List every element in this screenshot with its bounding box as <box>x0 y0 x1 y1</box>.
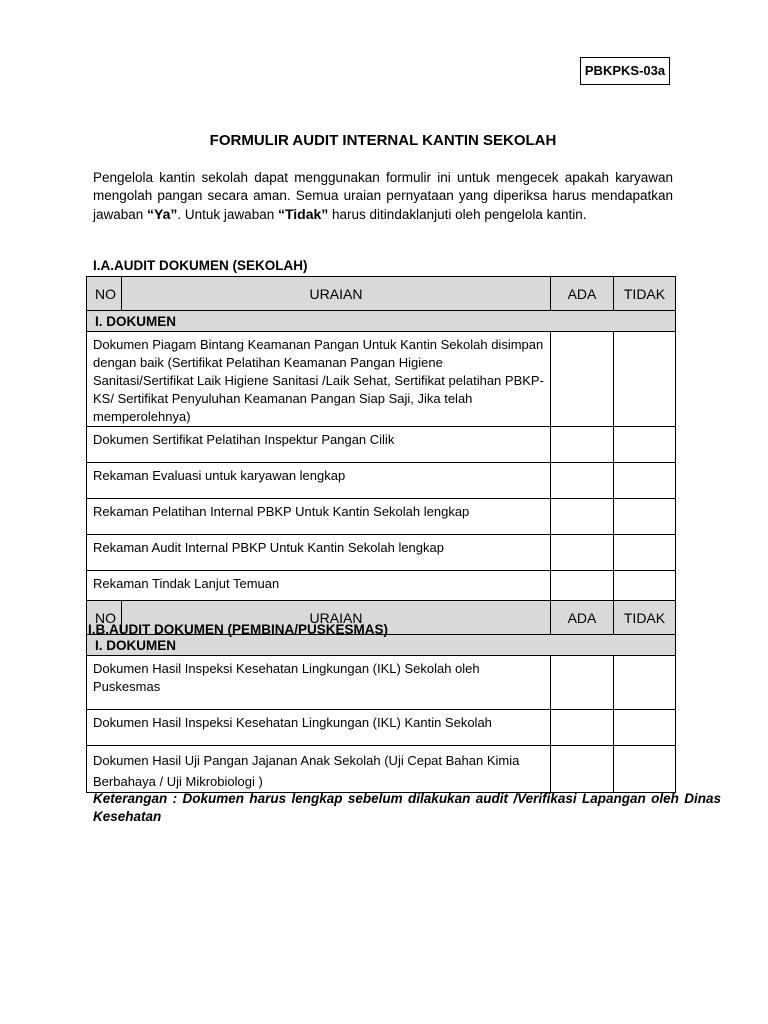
header-tidak: TIDAK <box>614 601 676 635</box>
table-header-row <box>87 277 676 311</box>
header-ada: ADA <box>551 277 614 311</box>
group-label: I. DOKUMEN <box>87 635 676 656</box>
intro-text-2: . Untuk jawaban <box>177 207 278 222</box>
page-title: FORMULIR AUDIT INTERNAL KANTIN SEKOLAH <box>209 132 557 149</box>
row-uraian: Dokumen Hasil Uji Pangan Jajanan Anak Sekolah (Uji Cepat Bahan Kimia Berbahaya / Uji Mikrobiologi ) <box>87 746 551 793</box>
header-uraian: URAIAN <box>122 601 551 635</box>
table-row <box>87 656 676 710</box>
form-code: PBKPKS-03a <box>584 63 666 78</box>
group-label: I. DOKUMEN <box>87 311 676 332</box>
intro-text-3: harus ditindaklanjuti oleh pengelola kantin. <box>328 207 587 222</box>
tidak-cell[interactable] <box>614 427 676 463</box>
table-row <box>87 746 676 793</box>
form-code-box <box>580 57 670 85</box>
group-row <box>87 635 676 656</box>
header-tidak: TIDAK <box>614 277 676 311</box>
tidak-cell[interactable] <box>614 332 676 427</box>
table-row <box>87 710 676 746</box>
section-a-heading: I.A.AUDIT DOKUMEN (SEKOLAH) <box>93 258 308 273</box>
ada-cell[interactable] <box>551 746 614 793</box>
ada-cell[interactable] <box>551 332 614 427</box>
header-no: NO <box>87 601 122 635</box>
ada-cell[interactable] <box>551 499 614 535</box>
group-row <box>87 311 676 332</box>
section-b-heading: I.B.AUDIT DOKUMEN (PEMBINA/PUSKESMAS) <box>88 622 389 637</box>
ada-cell[interactable] <box>551 535 614 571</box>
intro-ya: “Ya” <box>147 206 178 222</box>
row-uraian: Rekaman Tindak Lanjut Temuan <box>87 571 551 605</box>
row-uraian: Rekaman Audit Internal PBKP Untuk Kantin Sekolah lengkap <box>87 535 551 571</box>
tidak-cell[interactable] <box>614 499 676 535</box>
table-row <box>87 463 676 499</box>
row-uraian: Dokumen Sertifikat Pelatihan Inspektur Pangan Cilik <box>87 427 551 463</box>
ada-cell[interactable] <box>551 463 614 499</box>
intro-text-1: Pengelola kantin sekolah dapat menggunakan formulir ini untuk mengecek apakah karyawan mengolah pangan secara aman. Semua uraian pernyataan yang diperiksa harus mendapatkan jawaban <box>93 170 673 222</box>
table-row <box>87 332 676 427</box>
audit-table-sekolah <box>86 276 676 605</box>
table-row <box>87 535 676 571</box>
intro-tidak: “Tidak” <box>277 206 329 222</box>
row-uraian: Dokumen Piagam Bintang Keamanan Pangan Untuk Kantin Sekolah disimpan dengan baik (Sertifikat Pelatihan Keamanan Pangan Higiene Sanitasi/Sertifikat Laik Higiene Sanitasi /Laik Sehat, Sertifikat pelatihan PBKP-KS/ Sertifikat Penyuluhan Keamanan Pangan Siap Saji, Jika telah memperolehnya) <box>87 332 551 427</box>
note-text: Keterangan : Dokumen harus lengkap sebelum dilakukan audit /Verifikasi Lapangan oleh Dinas Kesehatan <box>93 791 721 824</box>
tidak-cell[interactable] <box>614 535 676 571</box>
row-uraian: Rekaman Pelatihan Internal PBKP Untuk Kantin Sekolah lengkap <box>87 499 551 535</box>
tidak-cell[interactable] <box>614 710 676 746</box>
tidak-cell[interactable] <box>614 463 676 499</box>
header-ada: ADA <box>551 601 614 635</box>
ada-cell[interactable] <box>551 656 614 710</box>
table-row <box>87 427 676 463</box>
row-uraian: Dokumen Hasil Inspeksi Kesehatan Lingkungan (IKL) Sekolah oleh Puskesmas <box>87 656 551 710</box>
intro-paragraph <box>93 169 673 224</box>
ada-cell[interactable] <box>551 427 614 463</box>
table-row <box>87 499 676 535</box>
ada-cell[interactable] <box>551 710 614 746</box>
tidak-cell[interactable] <box>614 746 676 793</box>
row-uraian: Dokumen Hasil Inspeksi Kesehatan Lingkungan (IKL) Kantin Sekolah <box>87 710 551 746</box>
header-no: NO <box>87 277 122 311</box>
row-uraian: Rekaman Evaluasi untuk karyawan lengkap <box>87 463 551 499</box>
header-uraian: URAIAN <box>122 277 551 311</box>
tidak-cell[interactable] <box>614 656 676 710</box>
